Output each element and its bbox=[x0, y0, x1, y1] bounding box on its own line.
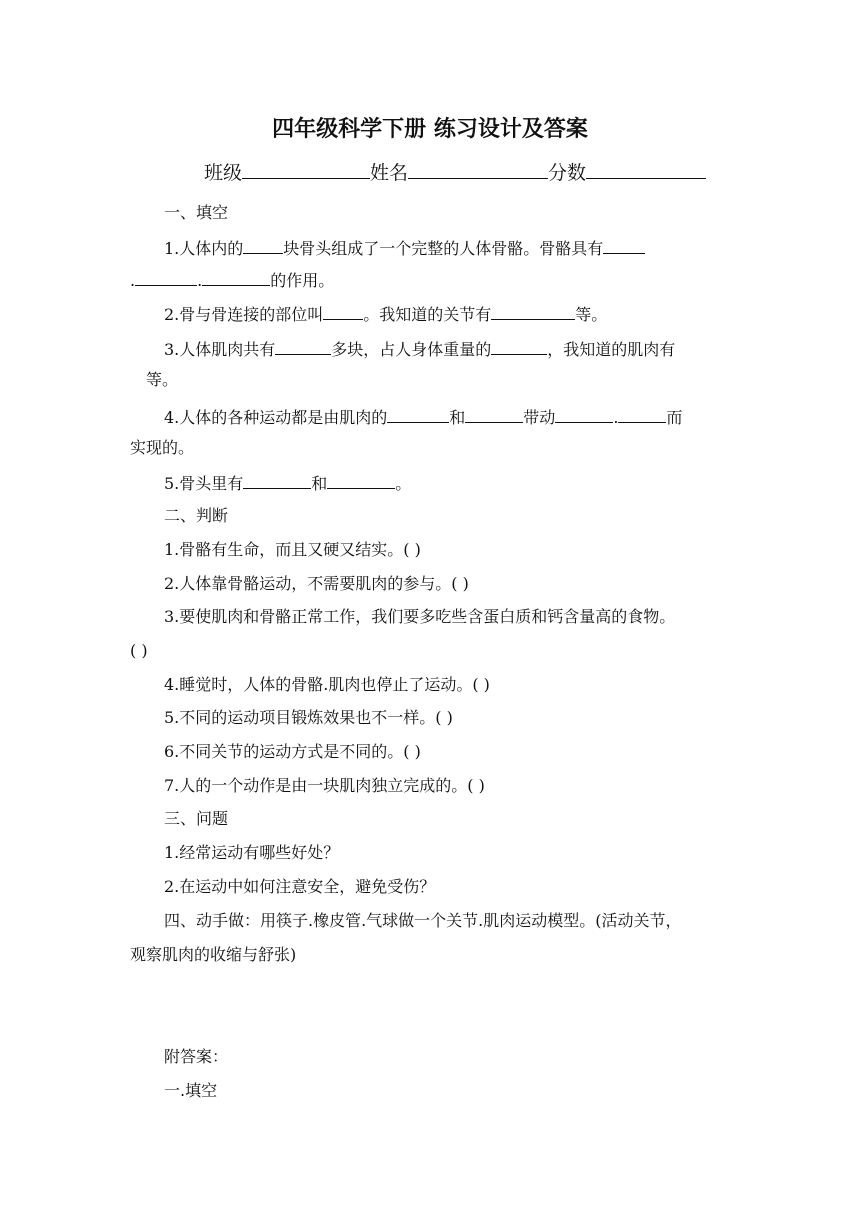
score-label: 分数 bbox=[548, 162, 587, 184]
q2-blank-1[interactable] bbox=[323, 302, 363, 320]
judge-item: 3.要使肌肉和骨骼正常工作，我们要多吃些含蛋白质和钙含量高的食物。 bbox=[164, 607, 676, 626]
section-fill-heading: 一、填空 bbox=[164, 203, 229, 222]
judge-item: 4.睡觉时，人体的骨骼.肌肉也停止了运动。( ) bbox=[164, 675, 490, 694]
question-item: 1.经常运动有哪些好处？ bbox=[164, 843, 340, 862]
question-5: 5.骨头里有 和 。 bbox=[164, 471, 411, 495]
judge-item-paren: ( ) bbox=[130, 641, 148, 660]
q3-blank-2[interactable] bbox=[491, 337, 547, 355]
q4-blank-2[interactable] bbox=[465, 405, 523, 423]
q1-blank-4[interactable] bbox=[202, 268, 270, 286]
q1-blank-1[interactable] bbox=[243, 236, 283, 254]
judge-item: 7.人的一个动作是由一块肌肉独立完成的。( ) bbox=[164, 776, 485, 795]
question-item: 2.在运动中如何注意安全，避免受伤？ bbox=[164, 877, 436, 896]
name-label: 姓名 bbox=[370, 162, 409, 184]
question-1-line1: 1.人体内的 块骨头组成了一个完整的人体骨骼。骨骼具有 bbox=[164, 236, 645, 260]
judge-item: 2.人体靠骨骼运动，不需要肌肉的参与。( ) bbox=[164, 574, 469, 593]
q3-blank-1[interactable] bbox=[275, 337, 331, 355]
q2-blank-2[interactable] bbox=[491, 302, 575, 320]
judge-item: 5.不同的运动项目锻炼效果也不一样。( ) bbox=[164, 708, 453, 727]
question-2: 2.骨与骨连接的部位叫 。我知道的关节有 等。 bbox=[164, 302, 607, 326]
answers-heading: 附答案： bbox=[164, 1047, 229, 1066]
section-handson-line2: 观察肌肉的收缩与舒张) bbox=[130, 945, 297, 964]
q4-blank-4[interactable] bbox=[618, 405, 666, 423]
question-1-line2: . . 的作用。 bbox=[130, 268, 334, 292]
name-blank[interactable] bbox=[408, 161, 548, 179]
judge-item: 1.骨骼有生命，而且又硬又结实。( ) bbox=[164, 540, 421, 559]
q1-blank-2[interactable] bbox=[603, 236, 645, 254]
student-info-line bbox=[204, 160, 706, 186]
q1-blank-3[interactable] bbox=[135, 268, 197, 286]
q5-blank-2[interactable] bbox=[327, 471, 395, 489]
question-3-line1: 3.人体肌肉共有 多块，占人身体重量的 ，我知道的肌肉有 bbox=[164, 337, 675, 361]
class-label: 班级 bbox=[204, 162, 243, 184]
class-blank[interactable] bbox=[242, 161, 370, 179]
q5-blank-1[interactable] bbox=[243, 471, 311, 489]
judge-item: 6.不同关节的运动方式是不同的。( ) bbox=[164, 742, 421, 761]
page-title: 四年级科学下册 练习设计及答案 bbox=[272, 116, 588, 142]
question-4-line2: 实现的。 bbox=[130, 438, 195, 457]
question-4-line1: 4.人体的各种运动都是由肌肉的 和 带动 . 而 bbox=[164, 405, 682, 429]
q4-blank-3[interactable] bbox=[555, 405, 613, 423]
section-judge-heading: 二、判断 bbox=[164, 506, 229, 525]
section-question-heading: 三、问题 bbox=[164, 809, 229, 828]
question-3-line2: 等。 bbox=[146, 370, 179, 389]
q4-blank-1[interactable] bbox=[387, 405, 449, 423]
score-blank[interactable] bbox=[586, 161, 706, 179]
answers-fill-subheading: 一.填空 bbox=[164, 1081, 218, 1100]
section-handson-line1: 四、动手做：用筷子.橡皮管.气球做一个关节.肌肉运动模型。(活动关节， bbox=[164, 911, 682, 930]
